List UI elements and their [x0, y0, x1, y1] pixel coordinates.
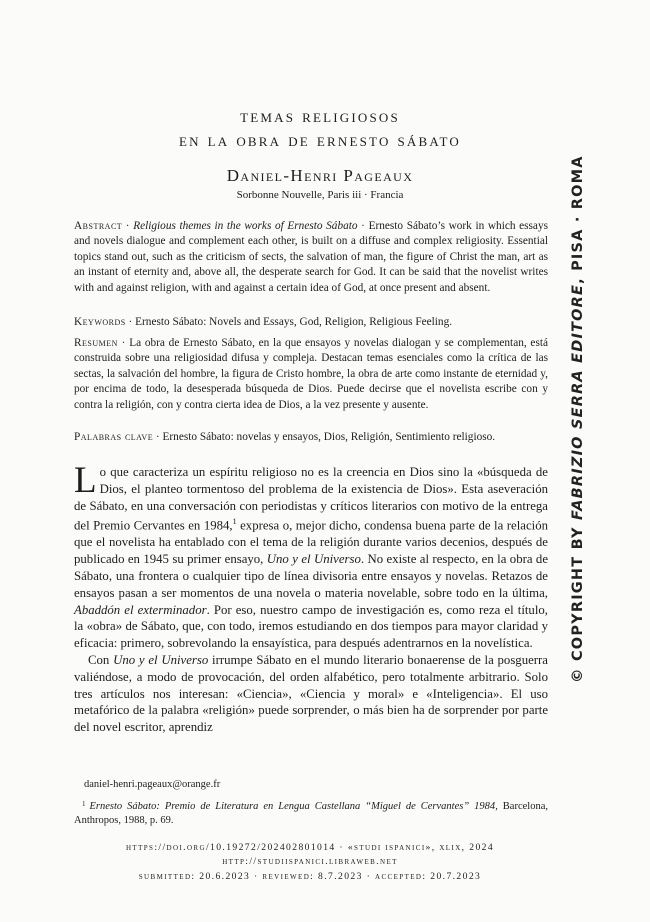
resumen-text: · La obra de Ernesto Sábato, en la que ensayos y novelas dialogan y se complementan, está construida sobre una religiosidad difusa y compleja. Destacan temas esenciales como la crítica de las sectas, la salvación del hombre, la figura de Cristo hombre, la obra de arte como instante de eternidad y, por encima de todo, la desesperada búsqueda de Dios. Puede decirse que el novelista escribe con y contra la religión, con y contra cierta idea de Dios, a la vez presente y ausente.: [74, 337, 548, 411]
doi-line[interactable]: https://doi.org/10.19272/202402801014 · «studi ispanici», xlix, 2024: [125, 842, 495, 853]
body-book-title: Uno y el Universo: [266, 552, 361, 567]
footnote-text: , Barcelona, Anthropos, 1988, p. 69.: [74, 801, 548, 826]
body-text-run: irrumpe Sábato en el mundo literario bonaerense de la posguerra valiéndose, a modo de provocación, del orden alfabético, pero totalmente arbitrario. Solo tres artículos nos interesan: «Ciencia», «Ciencia y moral» e «Inteligencia». El uso metafórico de la palabra «religión» puede sorprender, o más bien ha de sorprender por parte del novel escritor, aprendiz: [74, 653, 548, 735]
journal-url[interactable]: http://studiispanici.libraweb.net: [222, 856, 398, 867]
keywords-text: · Ernesto Sábato: Novels and Essays, God, Religion, Religious Feeling.: [125, 316, 453, 328]
abstract-text: · Ernesto Sábato’s work in which essays and novels dialogue and complement each other, is built on a diffuse and complex religiosity. Essential topics stand out, such as the criticism of sects, the salvation of man, the figure of Christ the man, art as an instant of eternity and, above all, the desperate search for God. It can be said that the novelist writes with and against religion, with and against a certain idea of God, at once present and absent.: [74, 220, 548, 294]
keywords-label: Keywords: [74, 316, 126, 328]
copyright-notice: [570, 155, 586, 683]
footnote-reference[interactable]: 1: [232, 517, 237, 527]
drop-cap: L: [74, 460, 97, 501]
author-email[interactable]: daniel-henri.pageaux@orange.fr: [84, 779, 221, 790]
body-book-title: Abaddón el exterminador: [74, 602, 207, 617]
abstract-label: Abstract: [74, 220, 123, 232]
palabras-clave: [74, 430, 548, 445]
abstract-sep: ·: [122, 220, 134, 232]
body-text-run: expresa o, mejor dicho, condensa buena parte de la relación que el novelista ha entablado con el tema de la religión durante varios decenios, después de publicado en 1945 su primer ensayo,: [74, 518, 548, 567]
submission-dates: submitted: 20.6.2023 · reviewed: 8.7.2023 · accepted: 20.7.2023: [138, 871, 482, 882]
abstract-english-title: Religious themes in the works of Ernesto Sábato: [133, 220, 358, 232]
copyright-prefix: © COPYRIGHT BY: [570, 520, 586, 683]
article-title-line-2: en la obra de ernesto sábato: [178, 130, 462, 151]
body-book-title: Uno y el Universo: [113, 653, 209, 668]
article-body: [74, 460, 549, 736]
resumen-label: Resumen: [74, 337, 118, 349]
abstract: [74, 219, 548, 296]
body-text-run: . No existe al respecto, en la obra de Sábato, una frontera o cualquier tipo de línea divisoria entre ensayos y novelas. Retazos de ensayos pasan a ser momentos de una novela o materia novelable, sobre todo en la última,: [74, 552, 549, 600]
body-paragraph: [74, 652, 548, 736]
copyright-publisher: FABRIZIO SERRA EDITORE: [570, 283, 586, 520]
body-text-run: o que caracteriza un espíritu religioso no es la creencia en Dios sino la «búsqueda de Dios, el planteo tormentoso del problema de la existencia de Dios». Esta aseveración de Sábato, en una conversación con periodistas y críticos literarios con motivo de la entrega del Premio Cervantes en 1984,: [74, 465, 548, 533]
body-paragraph: [74, 460, 549, 652]
palabras-clave-label: Palabras clave: [74, 431, 154, 443]
article-title-line-1: temas religiosos: [240, 106, 400, 127]
palabras-clave-text: · Ernesto Sábato: novelas y ensayos, Dios, Religión, Sentimiento religioso.: [153, 431, 496, 443]
footnote-1: [74, 797, 548, 828]
body-text-run: . Por eso, nuestro campo de investigación es, como reza el título, la «obra» de Sábato, que, con todo, iremos estudiando en dos tiempos para mayor claridad y eficacia: primero, sobrevolando la ensayística, para después adentrarnos en la novelística.: [74, 602, 548, 651]
copyright-suffix: , PISA · ROMA: [570, 155, 586, 284]
resumen: [74, 336, 548, 413]
footnote-mark: 1: [82, 800, 86, 808]
keywords: [74, 315, 548, 330]
body-text-run: Con: [88, 653, 114, 668]
footnote-book-title: Ernesto Sábato: Premio de Literatura en Lengua Castellana “Miguel de Cervantes” 1984: [89, 801, 496, 812]
author-name: Daniel-Henri Pageaux: [226, 166, 414, 185]
author-affiliation: Sorbonne Nouvelle, Paris iii · Francia: [236, 189, 404, 201]
